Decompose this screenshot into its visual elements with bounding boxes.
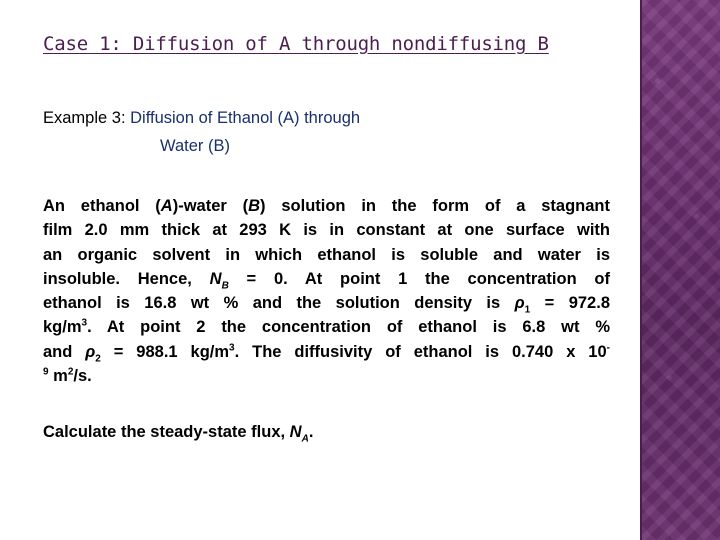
- example-topic: Diffusion of Ethanol (A) through: [130, 109, 361, 127]
- problem-line: an organic solvent in which ethanol is soluble and water is: [43, 245, 610, 264]
- problem-line: An ethanol (A)-water (B) solution in the form of a stagnant: [43, 197, 611, 215]
- example-label: Example 3:: [43, 109, 126, 127]
- question-text: Calculate the steady-state flux, $N_A$.: [43, 423, 314, 445]
- problem-line: ethanol is 16.8 wt % and the solution density is $\rho_1 = 972.8$: [43, 294, 610, 316]
- example-heading: [43, 104, 360, 160]
- problem-line: insoluble. Hence, $N_B = 0$. At point 1 the concentration of: [43, 269, 610, 292]
- example-topic-continued: Water (B): [160, 137, 230, 155]
- problem-line: and $\rho_2 = 988.1$ $kg/m^3$. The diffusivity of ethanol is 0.740 x 10-: [43, 342, 611, 365]
- decorative-side-band: [640, 0, 720, 540]
- slide-title: Case 1: Diffusion of A through nondiffusing B: [43, 33, 549, 55]
- problem-line: film 2.0 mm thick at 293 K is in constant at one surface with: [43, 221, 610, 240]
- problem-line: $^9$ $m^2/s$.: [43, 366, 92, 386]
- problem-line: $kg/m^3$. At point 2 the concentration of ethanol is 6.8 wt %: [43, 317, 610, 337]
- problem-statement: [43, 194, 610, 388]
